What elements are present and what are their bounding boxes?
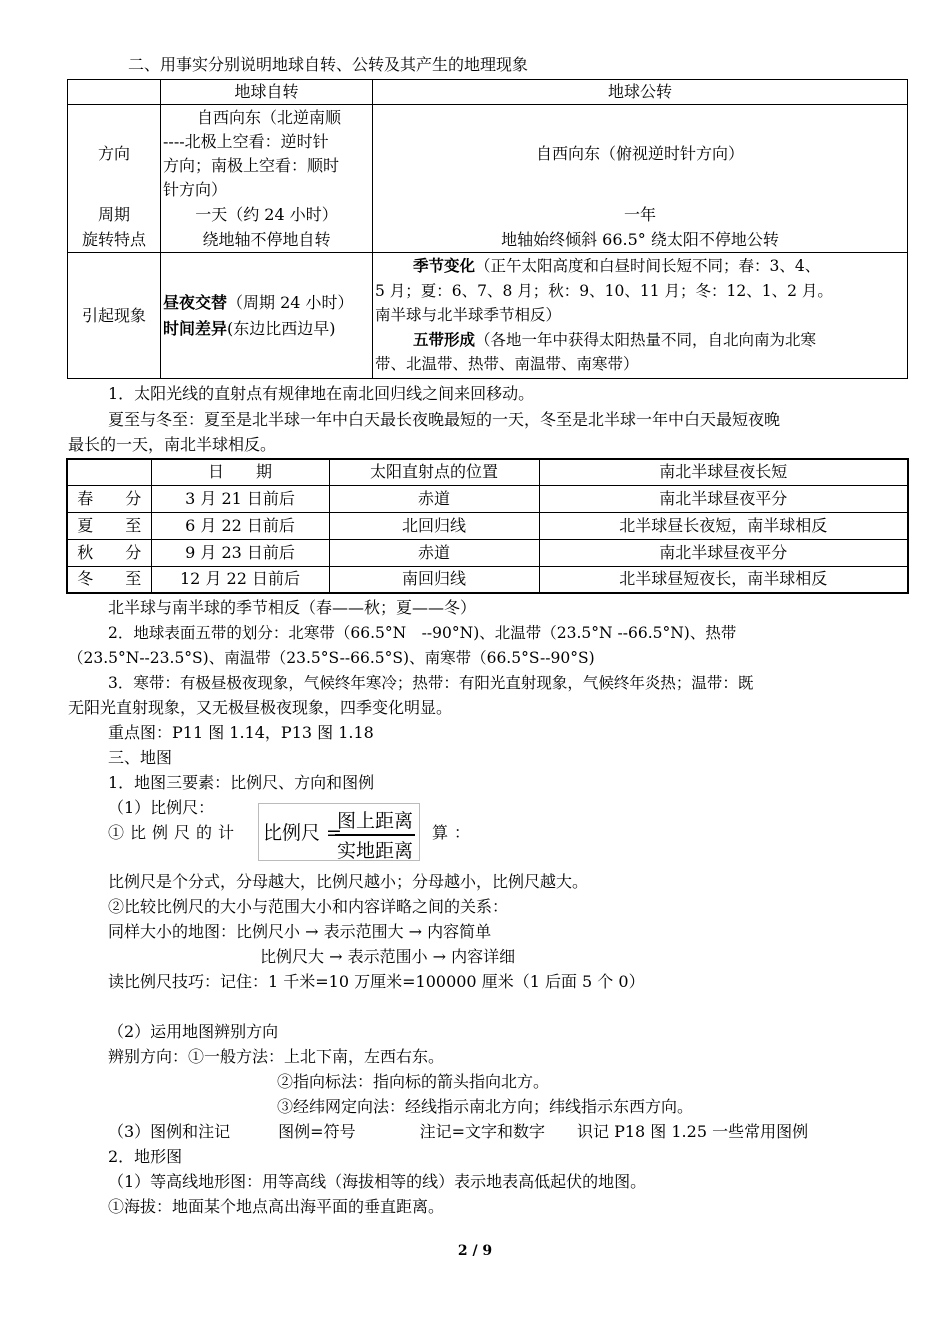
paragraph: ②比较比例尺的大小与范围大小和内容详略之间的关系： bbox=[108, 897, 509, 916]
row-label-direction: 方向 bbox=[68, 105, 161, 203]
period-rotation: 一天（约 24 小时） bbox=[161, 203, 373, 228]
formula-denominator: 实地距离 bbox=[336, 840, 413, 862]
paragraph: （23.5°N--23.5°S)、南温带（23.5°S--66.5°S)、南寒带（66.5°S--90°S) bbox=[68, 649, 595, 667]
paragraph: 夏至与冬至：夏至是北半球一年中白天最长夜晚最短的一天，冬至是北半球一年中白天最短夜晚 bbox=[108, 410, 781, 429]
paragraph: 读比例尺技巧：记住：1 千米=10 万厘米=100000 厘米（1 后面 5 个 0） bbox=[108, 972, 645, 991]
direction-rotation bbox=[161, 105, 373, 203]
five-zones: 五带形成 bbox=[413, 329, 476, 349]
table-cell: 南北半球昼夜平分 bbox=[539, 485, 908, 512]
col-header-rotation: 地球自转 bbox=[161, 80, 373, 105]
paragraph: 最长的一天，南北半球相反。 bbox=[68, 435, 277, 454]
table-row bbox=[67, 512, 908, 539]
paragraph: （1）比例尺： bbox=[108, 798, 215, 817]
direction-rotation-line: 针方向） bbox=[163, 179, 228, 199]
zones-line: （各地一年中获得太阳热量不同，自北向南为北寒 bbox=[475, 330, 817, 349]
col-header: 日 期 bbox=[151, 459, 329, 485]
table-cell: 北半球昼长夜短，南半球相反 bbox=[539, 512, 908, 539]
table-cell: 北回归线 bbox=[329, 512, 539, 539]
time-difference-note: (东边比西边早) bbox=[227, 318, 336, 338]
table-row bbox=[67, 539, 908, 566]
table-cell: 3 月 21 日前后 bbox=[151, 485, 329, 512]
table-cell: 南北半球昼夜平分 bbox=[539, 539, 908, 566]
table-cell: 夏 至 bbox=[67, 512, 151, 539]
col-header-revolution: 地球公转 bbox=[373, 80, 908, 105]
paragraph: 辨别方向：①一般方法：上北下南，左西右东。 bbox=[108, 1047, 445, 1066]
paragraph: 同样大小的地图：比例尺小 → 表示范围大 → 内容简单 bbox=[108, 922, 492, 941]
col-header: 太阳直射点的位置 bbox=[329, 459, 539, 485]
table-header-empty bbox=[68, 80, 161, 105]
direction-rotation-line: 自西向东（北逆南顺 bbox=[197, 107, 342, 127]
table-row bbox=[67, 566, 908, 593]
formula-lhs: 比例尺 = bbox=[263, 822, 342, 844]
paragraph: ②指向标法：指向标的箭头指向北方。 bbox=[277, 1072, 550, 1091]
season-line: （正午太阳高度和白昼时间长短不同；春：3、4、 bbox=[475, 257, 821, 276]
paragraph: 北半球与南半球的季节相反（春——秋；夏——冬） bbox=[108, 598, 477, 617]
row-label-feature: 旋转特点 bbox=[68, 228, 161, 253]
paragraph: （2）运用地图辨别方向 bbox=[108, 1022, 279, 1041]
formula-numerator: 图上距离 bbox=[335, 806, 415, 836]
paragraph: 1．地图三要素：比例尺、方向和图例 bbox=[108, 773, 375, 792]
direction-rotation-line: ----北极上空看：逆时针 bbox=[163, 131, 329, 151]
table-row bbox=[67, 485, 908, 512]
row-label-effect: 引起现象 bbox=[68, 253, 161, 379]
section-heading: 三、地图 bbox=[108, 748, 173, 767]
table-cell: 北半球昼短夜长，南半球相反 bbox=[539, 566, 908, 593]
paragraph: ③经纬网定向法：经线指示南北方向；纬线指示东西方向。 bbox=[277, 1097, 694, 1116]
feature-rotation: 绕地轴不停地自转 bbox=[161, 228, 373, 253]
formula-fraction bbox=[335, 806, 415, 863]
season-line: 5 月；夏：6、7、8 月；秋：9、10、11 月；冬：12、1、2 月。 bbox=[375, 281, 833, 300]
calc-label: ①比例尺的计 bbox=[108, 823, 241, 842]
paragraph: 比例尺是个分式，分母越大，比例尺越小；分母越小，比例尺越大。 bbox=[108, 872, 589, 891]
solar-terms-table bbox=[66, 458, 909, 594]
page-number: 2 / 9 bbox=[457, 1243, 493, 1259]
effect-revolution bbox=[373, 253, 908, 379]
paragraph: 无阳光直射现象，又无极昼极夜现象，四季变化明显。 bbox=[68, 698, 453, 717]
feature-revolution: 地轴始终倾斜 66.5° 绕太阳不停地公转 bbox=[373, 228, 908, 253]
paragraph: 2．地形图 bbox=[108, 1147, 183, 1166]
paragraph: 比例尺大 → 表示范围小 → 内容详细 bbox=[260, 947, 516, 966]
table-cell: 冬 至 bbox=[67, 566, 151, 593]
col-header bbox=[67, 459, 151, 485]
season-line: 南半球与北半球季节相反） bbox=[375, 306, 562, 325]
scale-formula bbox=[258, 803, 420, 861]
paragraph: （3）图例和注记 图例=符号 注记=文字和数字 识记 P18 图 1.25 一些常用图例 bbox=[108, 1122, 809, 1141]
period-revolution: 一年 bbox=[373, 203, 908, 228]
paragraph: ①海拔：地面某个地点高出海平面的垂直距离。 bbox=[108, 1197, 445, 1216]
table-cell: 赤道 bbox=[329, 485, 539, 512]
table-cell: 6 月 22 日前后 bbox=[151, 512, 329, 539]
col-header: 南北半球昼夜长短 bbox=[539, 459, 908, 485]
table-cell: 赤道 bbox=[329, 539, 539, 566]
effect-rotation bbox=[161, 253, 373, 379]
table-cell: 秋 分 bbox=[67, 539, 151, 566]
table-cell: 春 分 bbox=[67, 485, 151, 512]
calc-label: 算： bbox=[432, 823, 477, 842]
time-difference: 时间差异 bbox=[163, 318, 228, 338]
paragraph: 2．地球表面五带的划分：北寒带（66.5°N --90°N)、北温带（23.5°N --66.5°N)、热带 bbox=[108, 624, 737, 642]
paragraph: 3．寒带：有极昼极夜现象，气候终年寒冷；热带：有阳光直射现象，气候终年炎热；温带：既 bbox=[108, 674, 754, 692]
day-night-note: （周期 24 小时） bbox=[227, 292, 354, 312]
day-night-alternation: 昼夜交替 bbox=[163, 292, 228, 312]
table-cell: 南回归线 bbox=[329, 566, 539, 593]
season-change: 季节变化 bbox=[413, 256, 476, 276]
table-cell: 12 月 22 日前后 bbox=[151, 566, 329, 593]
paragraph: （1）等高线地形图：用等高线（海拔相等的线）表示地表高低起伏的地图。 bbox=[108, 1172, 647, 1191]
paragraph: 1．太阳光线的直射点有规律地在南北回归线之间来回移动。 bbox=[108, 384, 535, 403]
section-heading: 二、用事实分别说明地球自转、公转及其产生的地理现象 bbox=[128, 55, 529, 74]
zones-line: 带、北温带、热带、南温带、南寒带） bbox=[375, 355, 639, 374]
rotation-revolution-table bbox=[67, 79, 908, 379]
direction-rotation-line: 方向；南极上空看：顺时 bbox=[163, 155, 340, 175]
paragraph: 重点图：P11 图 1.14，P13 图 1.18 bbox=[108, 723, 374, 742]
direction-revolution: 自西向东（俯视逆时针方向） bbox=[373, 105, 908, 203]
table-cell: 9 月 23 日前后 bbox=[151, 539, 329, 566]
row-label-period: 周期 bbox=[68, 203, 161, 228]
